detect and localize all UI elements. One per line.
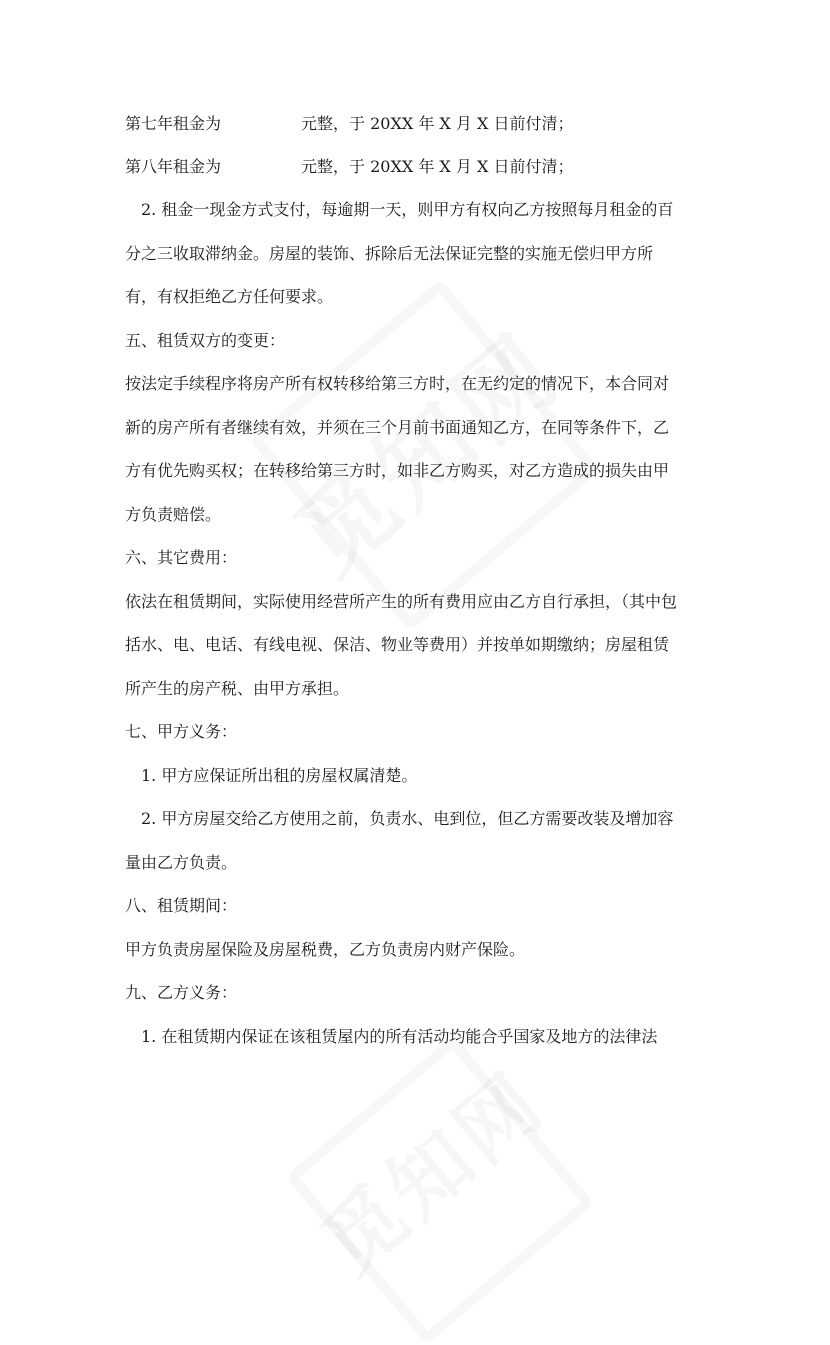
section-6-line-1: 依法在租赁期间，实际使用经营所产生的所有费用应由乙方自行承担，（其中包 bbox=[125, 592, 678, 611]
section-5-line-3: 方有优先购买权；在转移给第三方时，如非乙方购买，对乙方造成的损失由甲 bbox=[125, 461, 670, 480]
section-6-line-2: 括水、电、电话、有线电视、保洁、物业等费用）并按单如期缴纳；房屋租赁 bbox=[125, 635, 670, 654]
watermark-logo-bottom bbox=[293, 1041, 565, 1295]
section-9-heading: 九、乙方义务： bbox=[125, 983, 238, 1002]
section-6-heading: 六、其它费用： bbox=[125, 548, 238, 567]
section-7-heading: 七、甲方义务： bbox=[125, 722, 238, 741]
section-8-heading: 八、租赁期间： bbox=[125, 896, 238, 915]
section-9-item-1: 1. 在租赁期内保证在该租赁屋内的所有活动均能合乎国家及地方的法律法 bbox=[125, 1027, 658, 1046]
clause-2-line-3: 有，有权拒绝乙方任何要求。 bbox=[125, 287, 334, 306]
rent-year-8: 第八年租金为 元整，于 20XX 年 X 月 X 日前付清； bbox=[125, 157, 574, 176]
section-8-line-1: 甲方负责房屋保险及房屋税费，乙方负责房内财产保险。 bbox=[125, 940, 526, 959]
section-5-line-1: 按法定手续程序将房产所有权转移给第三方时，在无约定的情况下，本合同对 bbox=[125, 374, 670, 393]
section-7-item-2-line-1: 2. 甲方房屋交给乙方使用之前，负责水、电到位，但乙方需要改装及增加容 bbox=[125, 809, 674, 828]
section-5-heading: 五、租赁双方的变更： bbox=[125, 331, 286, 350]
watermark-frame bbox=[249, 279, 601, 631]
watermark-frame-bottom bbox=[285, 1035, 595, 1345]
clause-2-line-1: 2. 租金一现金方式支付，每逾期一天，则甲方有权向乙方按照每月租金的百 bbox=[125, 200, 674, 219]
watermark-logo bbox=[262, 298, 584, 600]
section-5-line-2: 新的房产所有者继续有效，并须在三个月前书面通知乙方，在同等条件下，乙 bbox=[125, 418, 670, 437]
section-7-item-2-line-2: 量由乙方负责。 bbox=[125, 853, 238, 872]
rent-year-7: 第七年租金为 元整，于 20XX 年 X 月 X 日前付清； bbox=[125, 114, 574, 133]
section-6-line-3: 所产生的房产税、由甲方承担。 bbox=[125, 679, 350, 698]
section-5-line-4: 方负责赔偿。 bbox=[125, 505, 222, 524]
clause-2-line-2: 分之三收取滞纳金。房屋的装饰、拆除后无法保证完整的实施无偿归甲方所 bbox=[125, 244, 654, 263]
section-7-item-1: 1. 甲方应保证所出租的房屋权属清楚。 bbox=[125, 766, 418, 785]
